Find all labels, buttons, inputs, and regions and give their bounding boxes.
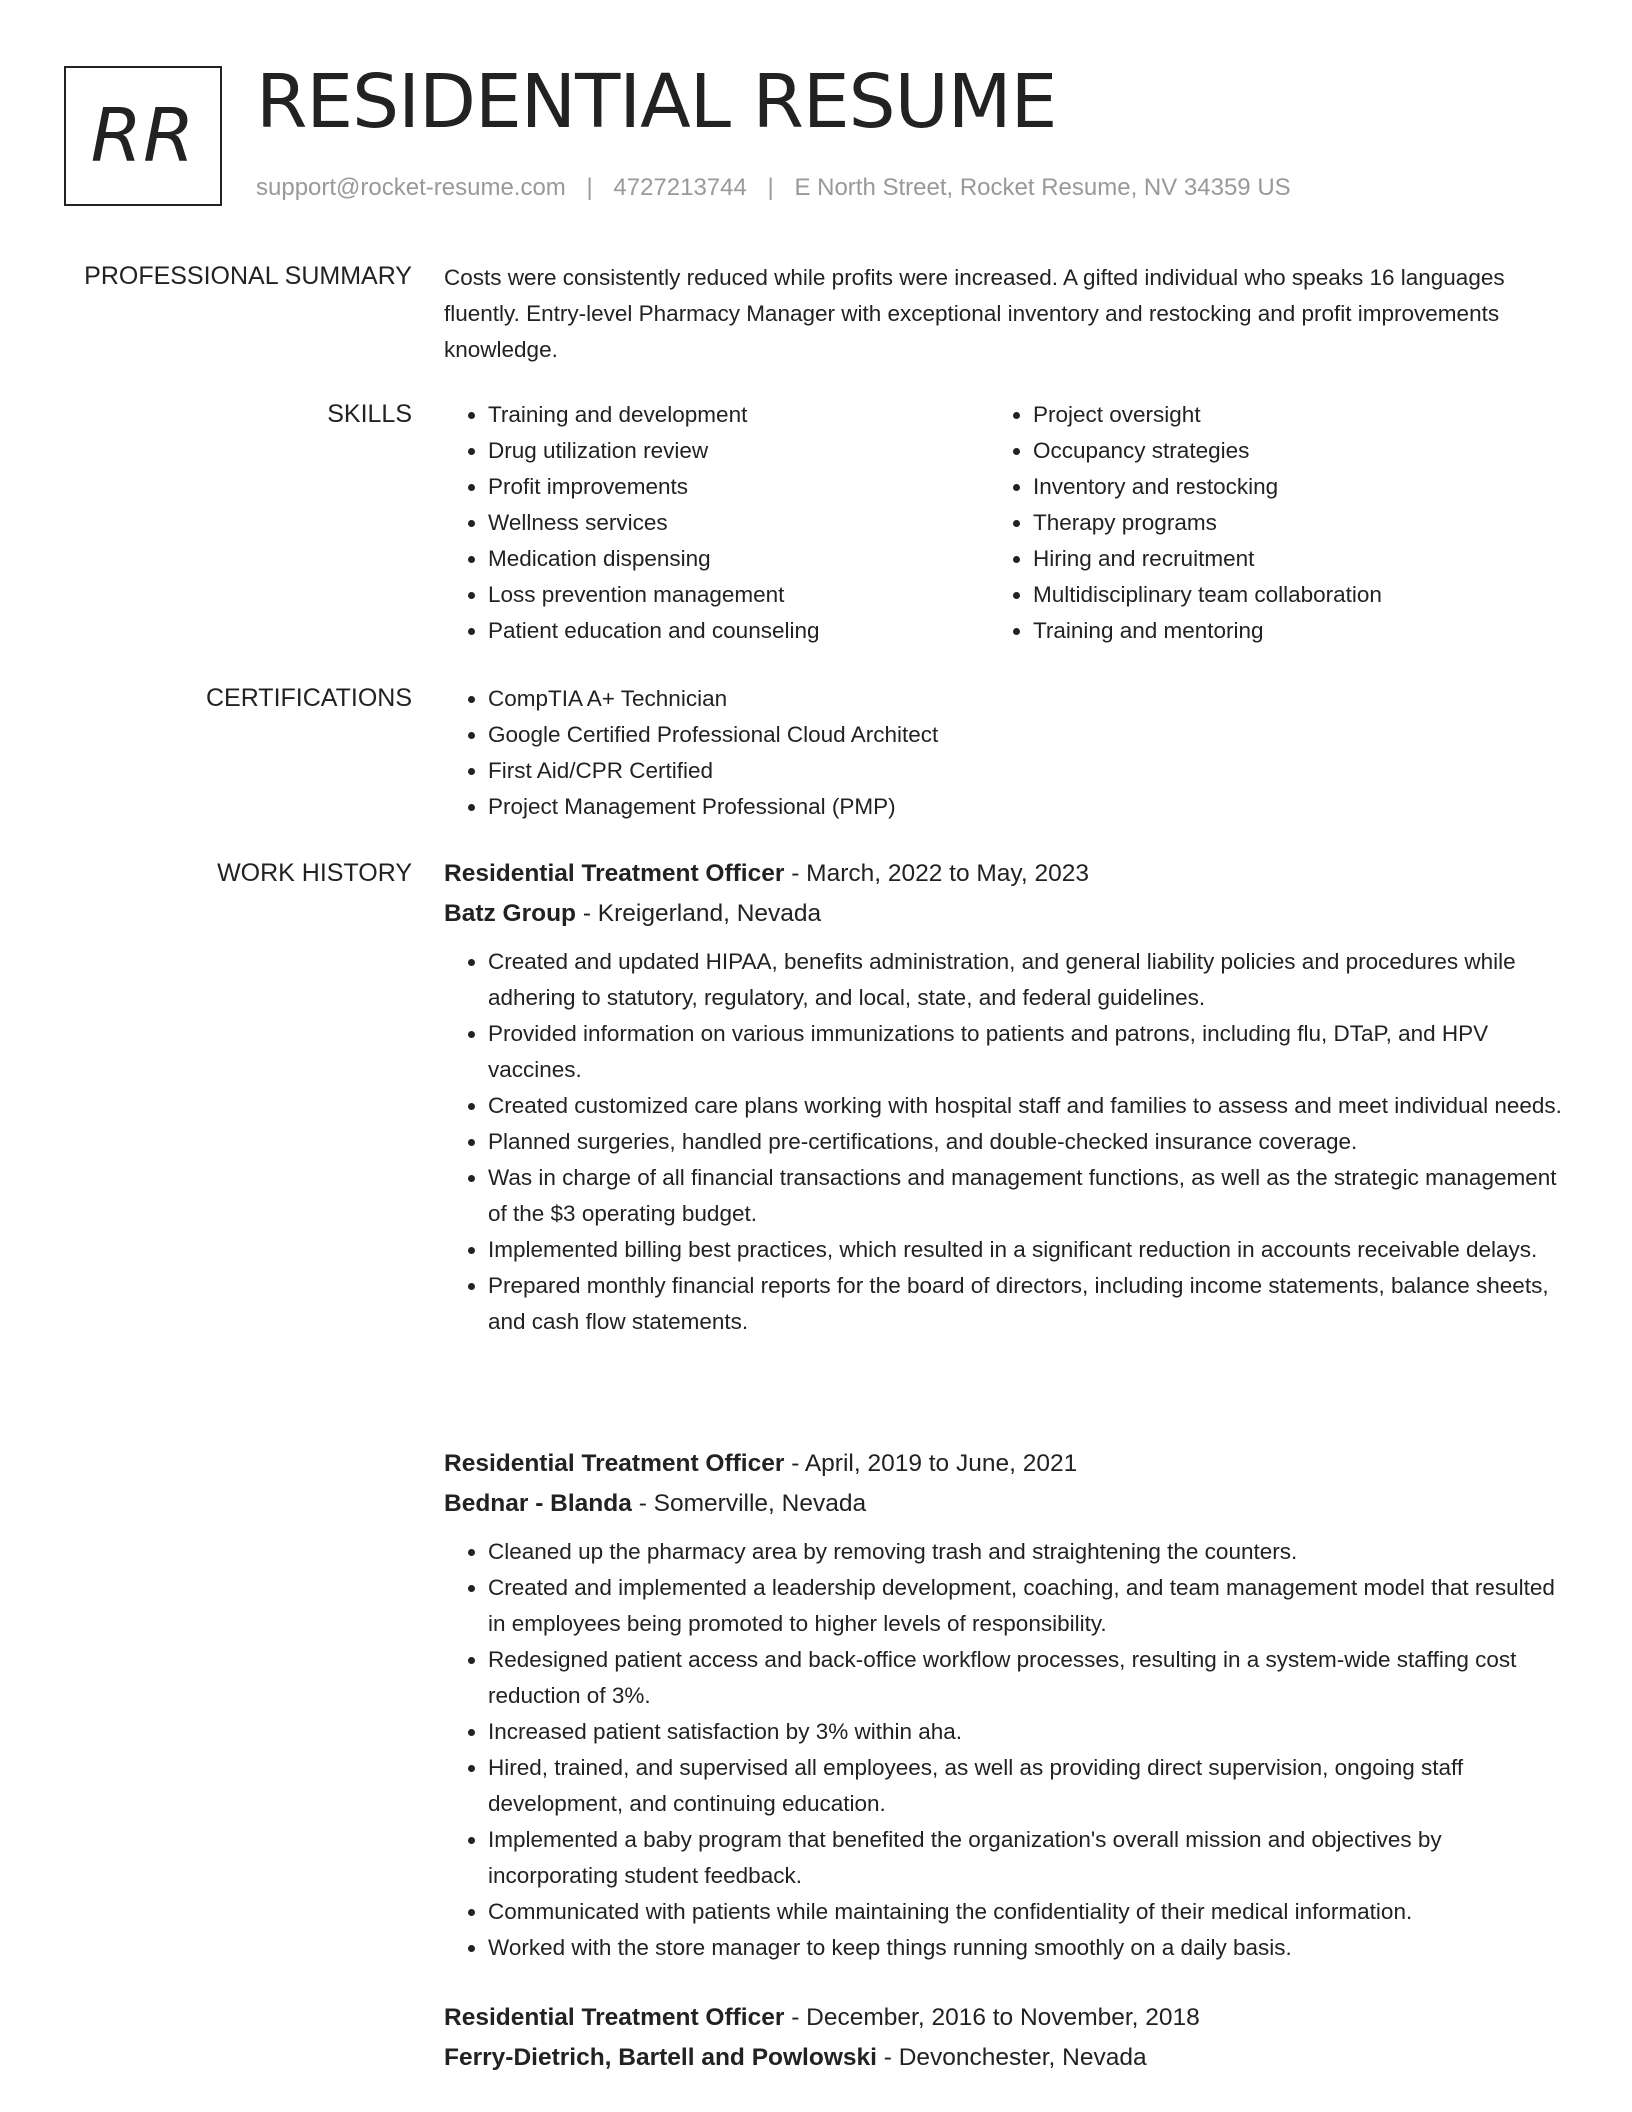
job-title-line xyxy=(444,1444,1564,1484)
job-company-line xyxy=(444,894,1564,934)
skill-item: • Patient education and counseling xyxy=(488,613,989,649)
job-company-line xyxy=(444,1484,1564,1524)
job-title: Residential Treatment Officer xyxy=(444,2004,785,2031)
job-title: Residential Treatment Officer xyxy=(444,860,785,887)
certification-item: • Project Management Professional (PMP) xyxy=(488,789,1564,825)
contact-phone: 4727213744 xyxy=(613,174,747,201)
summary-text: Costs were consistently reduced while profits were increased. A gifted individual who speaks 16 languages fluently. Entry-level Pharmacy Manager with exceptional inventory and restocking and profit improvements knowledge. xyxy=(444,265,1505,362)
resume-title: RESIDENTIAL RESUME xyxy=(256,59,1057,145)
job-location: - Somerville, Nevada xyxy=(638,1490,867,1517)
job-location: - Kreigerland, Nevada xyxy=(582,900,822,927)
contact-email: support@rocket-resume.com xyxy=(256,174,566,201)
job-duties-list xyxy=(444,1534,1564,1966)
job-company: Batz Group xyxy=(444,900,577,927)
job-entry xyxy=(444,1998,1564,2078)
job-duty-item: • Worked with the store manager to keep things running smoothly on a daily basis. xyxy=(488,1930,1564,1966)
skill-item: • Training and mentoring xyxy=(1033,613,1534,649)
job-duty-item: • Cleaned up the pharmacy area by removing trash and straightening the counters. xyxy=(488,1534,1564,1570)
job-dates: - March, 2022 to May, 2023 xyxy=(791,860,1089,887)
job-duty-item: • Increased patient satisfaction by 3% within aha. xyxy=(488,1714,1564,1750)
skill-item: • Wellness services xyxy=(488,505,989,541)
section-label: SKILLS xyxy=(327,400,412,428)
certifications-list xyxy=(444,681,1564,825)
certification-item: • First Aid/CPR Certified xyxy=(488,753,1564,789)
job-title: Residential Treatment Officer xyxy=(444,1450,785,1477)
contact-address: E North Street, Rocket Resume, NV 34359 US xyxy=(794,174,1291,201)
job-duty-item: • Was in charge of all financial transactions and management functions, as well as the strategic management of the $3 operating budget. xyxy=(488,1160,1564,1232)
job-entry xyxy=(444,854,1564,1340)
job-dates: - April, 2019 to June, 2021 xyxy=(791,1450,1078,1477)
section-label: WORK HISTORY xyxy=(217,859,412,887)
skill-item: • Medication dispensing xyxy=(488,541,989,577)
contact-line xyxy=(256,172,1291,204)
job-duty-item: • Planned surgeries, handled pre-certifications, and double-checked insurance coverage. xyxy=(488,1124,1564,1160)
skills-list-right xyxy=(989,397,1534,649)
certification-item: • CompTIA A+ Technician xyxy=(488,681,1564,717)
job-duty-item: • Created and implemented a leadership development, coaching, and team management model that resulted in employees being promoted to higher levels of responsibility. xyxy=(488,1570,1564,1642)
job-company: Bednar - Blanda xyxy=(444,1490,632,1517)
monogram-logo: RR xyxy=(64,66,222,206)
job-duty-item: • Hired, trained, and supervised all employees, as well as providing direct supervision, ongoing staff development, and continuing education. xyxy=(488,1750,1564,1822)
skill-item: • Multidisciplinary team collaboration xyxy=(1033,577,1534,613)
skill-item: • Training and development xyxy=(488,397,989,433)
job-duty-item: • Provided information on various immunizations to patients and patrons, including flu, DTaP, and HPV vaccines. xyxy=(488,1016,1564,1088)
skill-item: • Profit improvements xyxy=(488,469,989,505)
job-dates: - December, 2016 to November, 2018 xyxy=(791,2004,1200,2031)
skill-item: • Therapy programs xyxy=(1033,505,1534,541)
job-duty-item: • Implemented a baby program that benefited the organization's overall mission and objectives by incorporating student feedback. xyxy=(488,1822,1564,1894)
skill-item: • Inventory and restocking xyxy=(1033,469,1534,505)
job-duty-item: • Redesigned patient access and back-office workflow processes, resulting in a system-wide staffing cost reduction of 3%. xyxy=(488,1642,1564,1714)
job-duty-item: • Implemented billing best practices, which resulted in a significant reduction in accounts receivable delays. xyxy=(488,1232,1564,1268)
skill-item: • Project oversight xyxy=(1033,397,1534,433)
skill-item: • Drug utilization review xyxy=(488,433,989,469)
job-company: Ferry-Dietrich, Bartell and Powlowski xyxy=(444,2044,877,2071)
skills-list-left xyxy=(444,397,989,649)
job-entry xyxy=(444,1444,1564,1966)
contact-separator: | xyxy=(586,174,593,201)
job-duty-item: • Created customized care plans working with hospital staff and families to assess and meet individual needs. xyxy=(488,1088,1564,1124)
job-duties-list xyxy=(444,944,1564,1340)
job-duty-item: • Communicated with patients while maintaining the confidentiality of their medical information. xyxy=(488,1894,1564,1930)
job-duty-item: • Created and updated HIPAA, benefits administration, and general liability policies and procedures while adhering to statutory, regulatory, and local, state, and federal guidelines. xyxy=(488,944,1564,1016)
job-duty-item: • Prepared monthly financial reports for the board of directors, including income statements, balance sheets, and cash flow statements. xyxy=(488,1268,1564,1340)
section-label: CERTIFICATIONS xyxy=(205,684,412,712)
skill-item: • Loss prevention management xyxy=(488,577,989,613)
skill-item: • Occupancy strategies xyxy=(1033,433,1534,469)
job-company-line xyxy=(444,2038,1564,2078)
certification-item: • Google Certified Professional Cloud Architect xyxy=(488,717,1564,753)
skill-item: • Hiring and recruitment xyxy=(1033,541,1534,577)
section-label: PROFESSIONAL SUMMARY xyxy=(84,262,412,290)
job-location: - Devonchester, Nevada xyxy=(883,2044,1147,2071)
job-title-line xyxy=(444,854,1564,894)
contact-separator: | xyxy=(767,174,774,201)
job-title-line xyxy=(444,1998,1564,2038)
